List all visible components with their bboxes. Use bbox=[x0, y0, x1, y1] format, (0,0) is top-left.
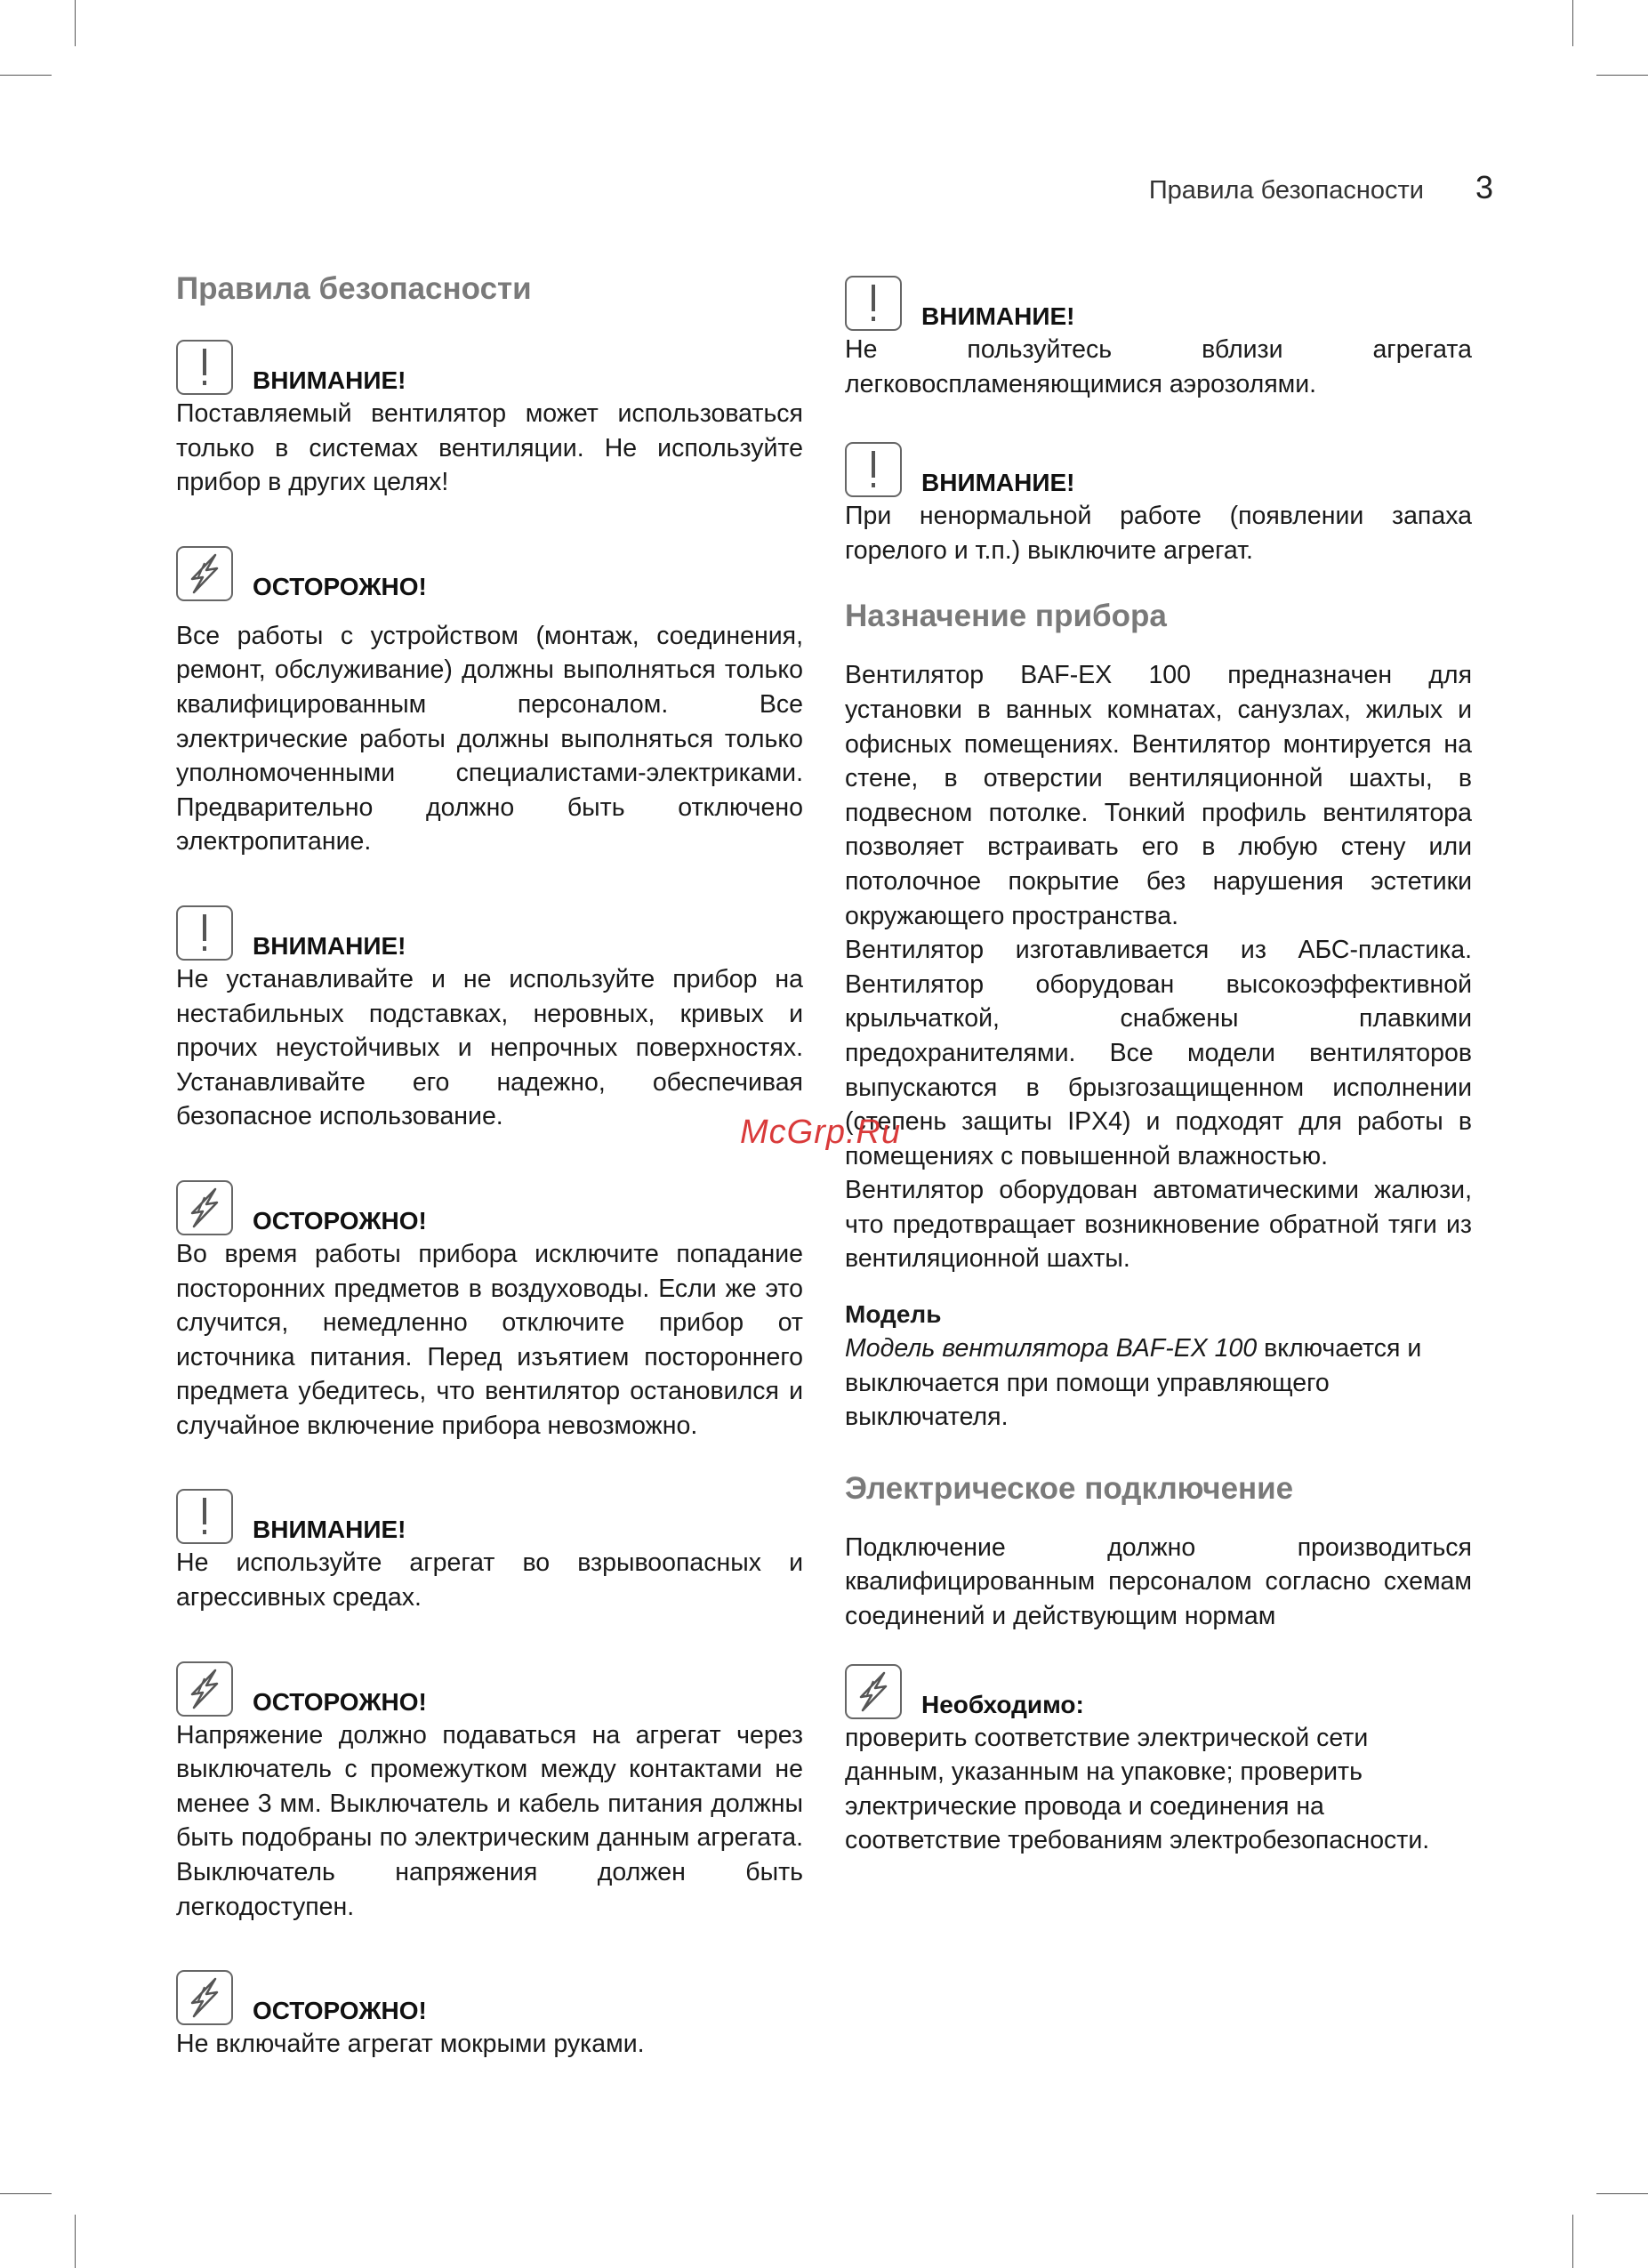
notice-label: ОСТОРОЖНО! bbox=[253, 572, 427, 600]
notice-caution bbox=[176, 1180, 803, 1444]
running-header bbox=[1149, 169, 1493, 206]
crop-mark bbox=[75, 2215, 76, 2268]
model-name: Модель вентилятора BAF-EX 100 bbox=[845, 1334, 1258, 1363]
notice-attention bbox=[845, 276, 1472, 401]
notice-caution bbox=[176, 546, 803, 859]
notice-label: Необходимо: bbox=[921, 1690, 1084, 1718]
crop-mark bbox=[1596, 75, 1648, 76]
exclamation-icon bbox=[176, 340, 233, 395]
lightning-icon bbox=[176, 1661, 233, 1717]
notice-label: ОСТОРОЖНО! bbox=[253, 1687, 427, 1716]
lightning-icon bbox=[176, 1180, 233, 1235]
purpose-paragraph: Вентилятор оборудован автоматическими жалюзи, что предотвращает возникновение обратной тяги из вентиляционной шахты. bbox=[845, 1176, 1472, 1274]
notice-text: При ненормальной работе (появлении запаха горелого и т.п.) выключите агрегат. bbox=[845, 502, 1472, 565]
crop-mark bbox=[0, 2193, 52, 2194]
notice-label: ОСТОРОЖНО! bbox=[253, 1997, 427, 2025]
lightning-icon bbox=[176, 1970, 233, 2025]
notice-caution bbox=[176, 1661, 803, 1925]
purpose-paragraph: Вентилятор BAF-EX 100 предназначен для установки в ванных комнатах, санузлах, жилых и офисных помещениях. Вентилятор монтируется на стене, в отверстии вентиляционной шахты, в подвесном потолке. Тонкий профиль вентилятора позволяет встраивать его в любую стену или потолочное покрытие без нарушения эстетики окружающего пространства. bbox=[845, 661, 1472, 930]
exclamation-icon bbox=[845, 276, 902, 331]
notice-label: ВНИМАНИЕ! bbox=[253, 931, 406, 960]
electrical-paragraph: Подключение должно производиться квалифицированным персоналом согласно схемам соединений и действующим нормам bbox=[845, 1532, 1472, 1631]
crop-mark bbox=[1572, 0, 1573, 46]
page-number: 3 bbox=[1475, 169, 1493, 205]
notice-text: Не пользуйтесь вблизи агрегата легковоспламеняющимися аэрозолями. bbox=[845, 335, 1472, 398]
notice-label: ВНИМАНИЕ! bbox=[921, 469, 1075, 497]
purpose-paragraph: Вентилятор изготавливается из АБС-пластика. Вентилятор оборудован высокоэффективной крыльчаткой, снабжены плавкими предохранителями. Все модели вентиляторов выпускаются в брызгозащищенном исполнении (степень защиты IPX4) и подходят для работы в помещениях с повышенной влажностью. bbox=[845, 936, 1472, 1170]
notice-label: ОСТОРОЖНО! bbox=[253, 1206, 427, 1235]
notice-attention bbox=[176, 1489, 803, 1614]
notice-text: Во время работы прибора исключите попадание посторонних предметов в воздуховоды. Если же это случится, немедленно отключите прибор от источника питания. Перед изъятием постороннего предмета убедитесь, что вентилятор остановился и случайное включение прибора невозможно. bbox=[176, 1239, 803, 1440]
notice-attention bbox=[845, 442, 1472, 567]
model-text: включается и выключается при помощи управляющего выключателя. bbox=[845, 1334, 1422, 1432]
exclamation-icon bbox=[176, 1489, 233, 1544]
notice-text: проверить соответствие электрической сети данным, указанным на упаковке; проверить электрические провода и соединения на соответствие требованиям электробезопасности. bbox=[845, 1723, 1430, 1855]
model-paragraph bbox=[845, 1331, 1472, 1435]
notice-attention bbox=[176, 905, 803, 1134]
notice-attention bbox=[176, 340, 803, 500]
left-column bbox=[176, 267, 803, 2108]
notice-label: ВНИМАНИЕ! bbox=[253, 366, 406, 394]
notice-label: ВНИМАНИЕ! bbox=[253, 1516, 406, 1544]
watermark: McGrp.Ru bbox=[740, 1114, 902, 1151]
notice-text: Не устанавливайте и не используйте прибор на нестабильных подставках, неровных, кривых и прочих неустойчивых и непрочных поверхностях. Устанавливайте его надежно, обеспечивая безопасное использование. bbox=[176, 964, 803, 1131]
lightning-icon bbox=[845, 1664, 902, 1719]
section-title-electrical: Электрическое подключение bbox=[845, 1470, 1294, 1506]
crop-mark bbox=[1572, 2215, 1573, 2268]
section-title-purpose: Назначение прибора bbox=[845, 599, 1167, 634]
section-title-safety: Правила безопасности bbox=[176, 271, 532, 306]
lightning-icon bbox=[176, 546, 233, 601]
purpose-section bbox=[845, 598, 1472, 1434]
crop-mark bbox=[0, 75, 52, 76]
exclamation-icon bbox=[176, 905, 233, 961]
electrical-section bbox=[845, 1470, 1472, 1858]
running-header-title: Правила безопасности bbox=[1148, 176, 1424, 205]
notice-text: Поставляемый вентилятор может использоваться только в системах вентиляции. Не используйте прибор в других целях! bbox=[176, 399, 803, 497]
crop-mark bbox=[75, 0, 76, 46]
right-column bbox=[845, 276, 1472, 1904]
notice-text: Напряжение должно подаваться на агрегат через выключатель с промежутком между контактами не менее 3 мм. Выключатель и кабель питания должны быть подобраны по электрическим данным агрегата. Выключатель напряжения должен быть легкодоступен. bbox=[176, 1720, 803, 1921]
notice-caution bbox=[176, 1970, 803, 2062]
exclamation-icon bbox=[845, 442, 902, 497]
model-heading: Модель bbox=[845, 1300, 942, 1329]
notice-text: Все работы с устройством (монтаж, соединения, ремонт, обслуживание) должны выполняться только квалифицированным персоналом. Все электрические работы должны выполняться только уполномоченными специалистами-электриками. Предварительно должно быть отключено электропитание. bbox=[176, 621, 803, 857]
crop-mark bbox=[1596, 2193, 1648, 2194]
notice-text: Не включайте агрегат мокрыми руками. bbox=[176, 2030, 645, 2059]
notice-label: ВНИМАНИЕ! bbox=[921, 302, 1075, 330]
notice-text: Не используйте агрегат во взрывоопасных и агрессивных средах. bbox=[176, 1548, 803, 1613]
